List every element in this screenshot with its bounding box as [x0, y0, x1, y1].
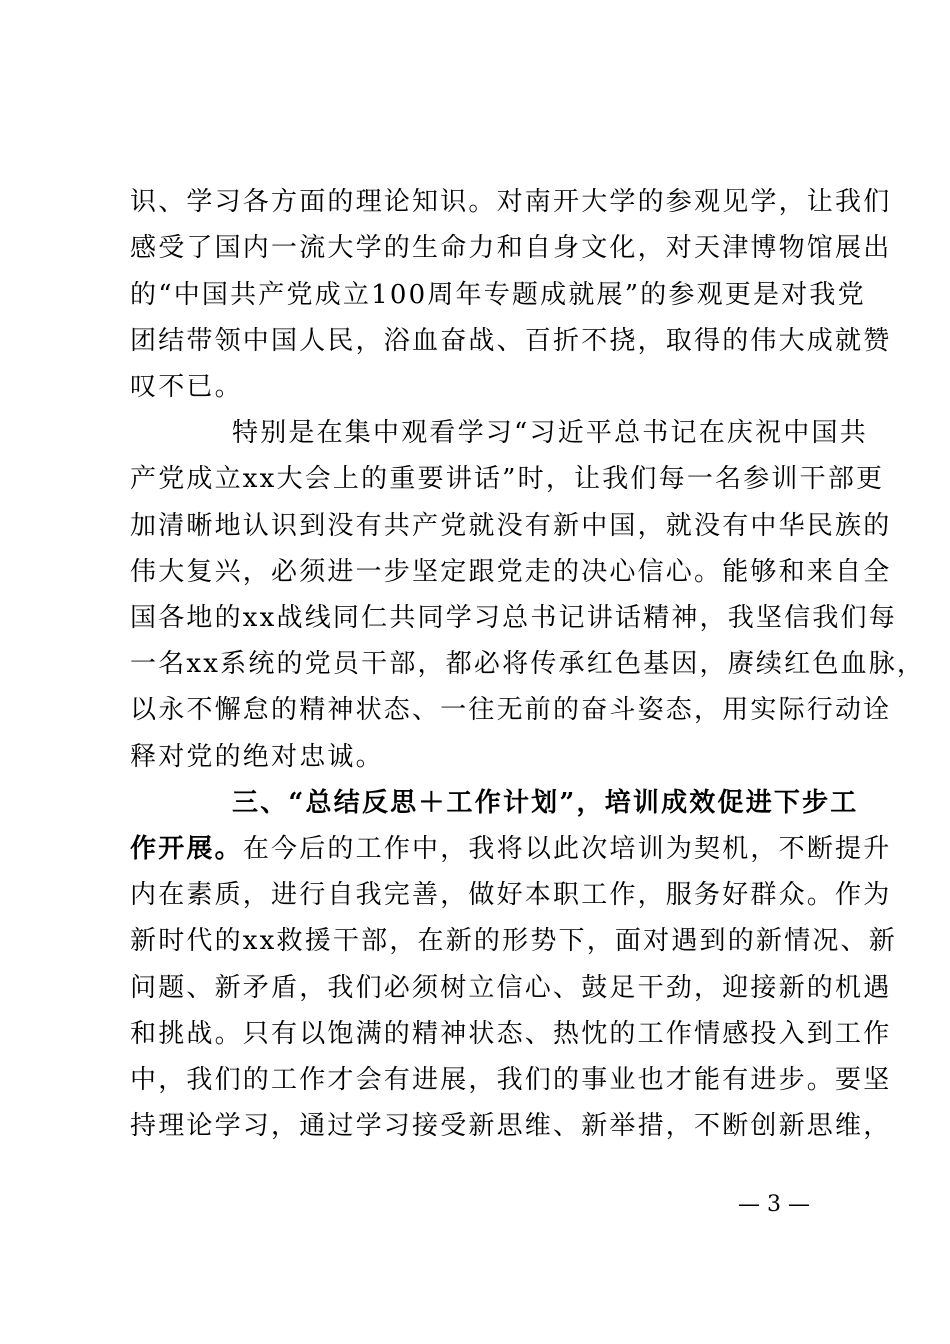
text-line: 叹不已。	[130, 372, 243, 402]
text-line: 产党成立xx大会上的重要讲话”时，让我们每一名参训干部更	[130, 464, 885, 494]
text-line: 中，我们的工作才会有进展，我们的事业也才能有进步。要坚	[130, 1065, 892, 1095]
mixed-line	[130, 831, 892, 867]
paragraph-indented-line: 特别是在集中观看学习“习近平总书记在庆祝中国共	[232, 418, 868, 448]
section-heading: 三、“总结反思＋工作计划”，培训成效促进下步工	[232, 788, 859, 818]
text-line: 一名xx系统的党员干部，都必将传承红色基因，赓续红色血脉，	[130, 649, 926, 679]
text-line: 国各地的xx战线同仁共同学习总书记讲话精神，我坚信我们每	[130, 603, 897, 633]
text-line: 问题、新矛盾，我们必须树立信心、鼓足干劲，迎接新的机遇	[130, 973, 892, 1003]
text-line: 新时代的xx救援干部，在新的形势下，面对遇到的新情况、新	[130, 926, 897, 956]
text-line: 内在素质，进行自我完善，做好本职工作，服务好群众。作为	[130, 880, 892, 910]
text-line: 加清晰地认识到没有共产党就没有新中国，就没有中华民族的	[130, 511, 892, 541]
text-line: 团结带领中国人民，浴血奋战、百折不挠，取得的伟大成就赞	[130, 326, 892, 356]
text-line: 感受了国内一流大学的生命力和自身文化，对天津博物馆展出	[130, 233, 892, 263]
text-line: 持理论学习，通过学习接受新思维、新举措，不断创新思维，	[130, 1111, 892, 1141]
text-line: 伟大复兴，必须进一步坚定跟党走的决心信心。能够和来自全	[130, 557, 892, 587]
page-number: — 3 —	[738, 1192, 810, 1217]
text-line: 以永不懈怠的精神状态、一往无前的奋斗姿态，用实际行动诠	[130, 695, 892, 725]
section-heading-end: 作开展。	[130, 834, 243, 864]
text-line: 释对党的绝对忠诚。	[130, 742, 384, 772]
text-line-part: 在今后的工作中，我将以此次培训为契机，不断提升	[242, 834, 892, 864]
text-line: 的“中国共产党成立100周年专题成就展”的参观更是对我党	[130, 280, 866, 310]
text-line: 识、学习各方面的理论知识。对南开大学的参观见学，让我们	[130, 187, 892, 217]
text-line: 和挑战。只有以饱满的精神状态、热忱的工作情感投入到工作	[130, 1019, 892, 1049]
